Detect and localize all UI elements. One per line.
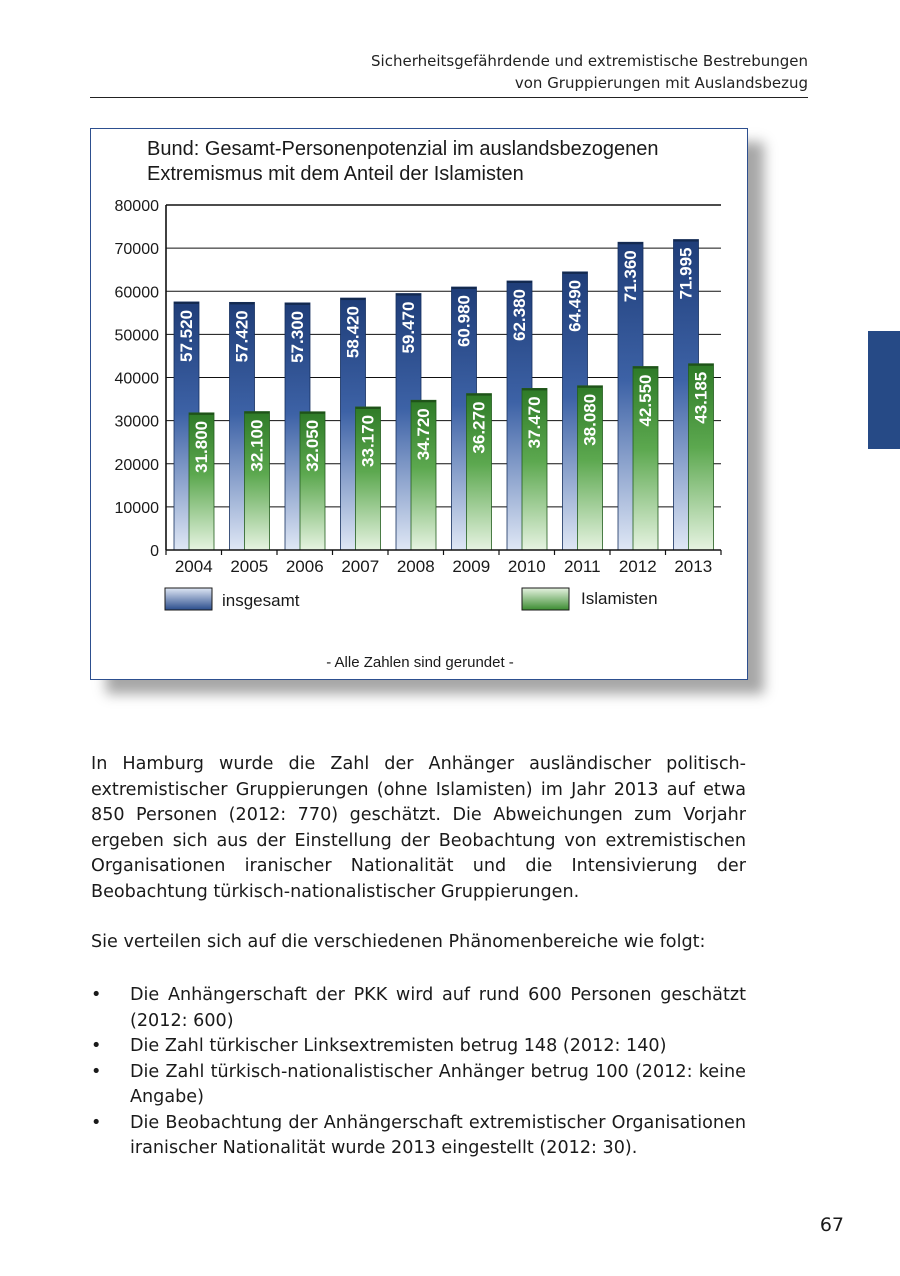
chart-note: - Alle Zahlen sind gerundet - xyxy=(326,654,514,671)
running-header-line-2: von Gruppierungen mit Auslandsbezug xyxy=(514,74,808,92)
bar-islamisten-cap xyxy=(467,394,492,396)
bar-insgesamt-cap xyxy=(341,298,366,300)
data-label-islamisten: 38.080 xyxy=(580,393,600,446)
page-number: 67 xyxy=(819,1214,844,1236)
y-tick-label: 20000 xyxy=(114,456,159,474)
chapter-tab-marker xyxy=(868,331,900,449)
bar-chart xyxy=(91,129,747,679)
chart-frame xyxy=(90,128,748,680)
y-tick-label: 0 xyxy=(150,543,159,560)
data-label-islamisten: 36.270 xyxy=(469,401,489,454)
y-tick-label: 10000 xyxy=(114,499,159,517)
paragraph-hamburg: In Hamburg wurde die Zahl der Anhänger ausländischer politisch-extremistischer Gruppierungen (ohne Islamisten) im Jahr 2013 auf etwa 850 Personen (2012: 770) geschätzt. Die Abweichungen zum Vorjahr ergeben sich aus der Einstellung der Beobachtung von extremistischen Organisationen iranischer Nationalität und die Intensivierung der Beobachtung türkisch-nationalistischer Gruppierungen. xyxy=(91,754,746,902)
data-label-insgesamt: 64.490 xyxy=(565,279,585,332)
bar-insgesamt-cap xyxy=(507,281,532,283)
data-label-islamisten: 32.050 xyxy=(303,419,322,472)
data-label-insgesamt: 57.520 xyxy=(177,309,196,362)
chart-title-line-1: Bund: Gesamt-Personenpotenzial im auslandsbezogenen xyxy=(147,138,659,160)
bar-insgesamt-cap xyxy=(230,302,255,304)
bar-islamisten-cap xyxy=(633,367,658,369)
bar-insgesamt-cap xyxy=(174,302,199,304)
bar-insgesamt-cap xyxy=(285,303,310,305)
list-item-text: Die Anhängerschaft der PKK wird auf rund 600 Personen geschätzt (2012: 600) xyxy=(130,985,746,1031)
x-tick-label: 2013 xyxy=(674,557,713,576)
x-tick-label: 2005 xyxy=(230,557,269,576)
running-header-line-1: Sicherheitsgefährdende und extremistische Bestrebungen xyxy=(371,52,808,70)
legend-label-islamisten: Islamisten xyxy=(581,589,658,608)
data-label-insgesamt: 60.980 xyxy=(454,295,474,348)
y-tick-label: 60000 xyxy=(114,284,159,302)
data-label-insgesamt: 59.470 xyxy=(399,301,418,354)
chart-legend xyxy=(165,588,658,610)
data-label-islamisten: 42.550 xyxy=(636,374,655,427)
legend-label-insgesamt: insgesamt xyxy=(222,591,300,610)
bar-insgesamt-cap xyxy=(452,287,477,289)
list-item xyxy=(91,983,746,1034)
legend-swatch-islamisten xyxy=(522,588,569,610)
bar-islamisten-cap xyxy=(356,407,381,409)
x-tick-label: 2007 xyxy=(341,557,380,576)
bar-islamisten-cap xyxy=(189,413,214,415)
bar-insgesamt-cap xyxy=(396,294,421,296)
x-tick-label: 2010 xyxy=(507,557,546,576)
y-tick-label: 40000 xyxy=(114,370,159,388)
x-tick-label: 2008 xyxy=(396,557,435,576)
data-label-islamisten: 37.470 xyxy=(525,396,544,449)
data-label-insgesamt: 57.300 xyxy=(288,310,307,363)
x-tick-label: 2004 xyxy=(174,557,213,576)
data-label-insgesamt: 71.360 xyxy=(621,250,640,303)
data-label-insgesamt: 57.420 xyxy=(232,310,252,363)
list-item-text: Die Beobachtung der Anhängerschaft extremistischer Organisationen iranischer Nationalität wurde 2013 eingestellt (2012: 30). xyxy=(130,1112,746,1158)
bar-insgesamt-cap xyxy=(618,242,643,244)
bullet-marker: • xyxy=(91,1036,102,1056)
data-label-islamisten: 32.100 xyxy=(247,419,267,472)
running-header xyxy=(90,50,808,98)
data-label-islamisten: 43.185 xyxy=(691,371,711,424)
data-label-islamisten: 33.170 xyxy=(358,414,378,467)
list-item xyxy=(91,1060,746,1111)
legend-swatch-insgesamt xyxy=(165,588,212,610)
bullet-list xyxy=(91,983,746,1162)
x-tick-label: 2011 xyxy=(563,557,601,576)
chart-title-line-2: Extremismus mit dem Anteil der Islamisten xyxy=(147,163,524,185)
data-label-insgesamt: 58.420 xyxy=(343,306,363,359)
y-tick-label: 80000 xyxy=(114,198,159,215)
bar-islamisten-cap xyxy=(245,412,270,414)
data-label-insgesamt: 62.380 xyxy=(510,288,529,341)
bar-islamisten-cap xyxy=(300,412,325,414)
bullet-marker: • xyxy=(91,985,102,1005)
list-item xyxy=(91,1111,746,1162)
y-tick-label: 30000 xyxy=(114,413,159,431)
data-label-islamisten: 31.800 xyxy=(192,420,211,473)
list-item-text: Die Zahl türkischer Linksextremisten betrug 148 (2012: 140) xyxy=(130,1036,667,1056)
x-tick-label: 2006 xyxy=(285,557,324,576)
bar-insgesamt-cap xyxy=(563,272,588,274)
chart-bars xyxy=(174,240,714,550)
bar-islamisten-cap xyxy=(578,386,603,388)
bar-islamisten-cap xyxy=(411,400,436,402)
list-item-text: Die Zahl türkisch-nationalistischer Anhänger betrug 100 (2012: keine Angabe) xyxy=(130,1061,746,1107)
list-item xyxy=(91,1034,746,1060)
y-tick-label: 70000 xyxy=(114,241,159,259)
data-label-islamisten: 34.720 xyxy=(414,408,433,461)
bar-islamisten-cap xyxy=(522,388,547,390)
bullet-marker: • xyxy=(91,1112,102,1133)
paragraph-intro-list: Sie verteilen sich auf die verschiedenen Phänomenbereiche wie folgt: xyxy=(91,932,706,952)
x-tick-label: 2012 xyxy=(618,557,657,576)
bullet-marker: • xyxy=(91,1061,102,1082)
data-label-insgesamt: 71.995 xyxy=(676,247,696,300)
x-tick-label: 2009 xyxy=(452,557,491,576)
y-tick-label: 50000 xyxy=(114,327,159,345)
bar-insgesamt-cap xyxy=(674,240,699,242)
bar-islamisten-cap xyxy=(689,364,714,366)
